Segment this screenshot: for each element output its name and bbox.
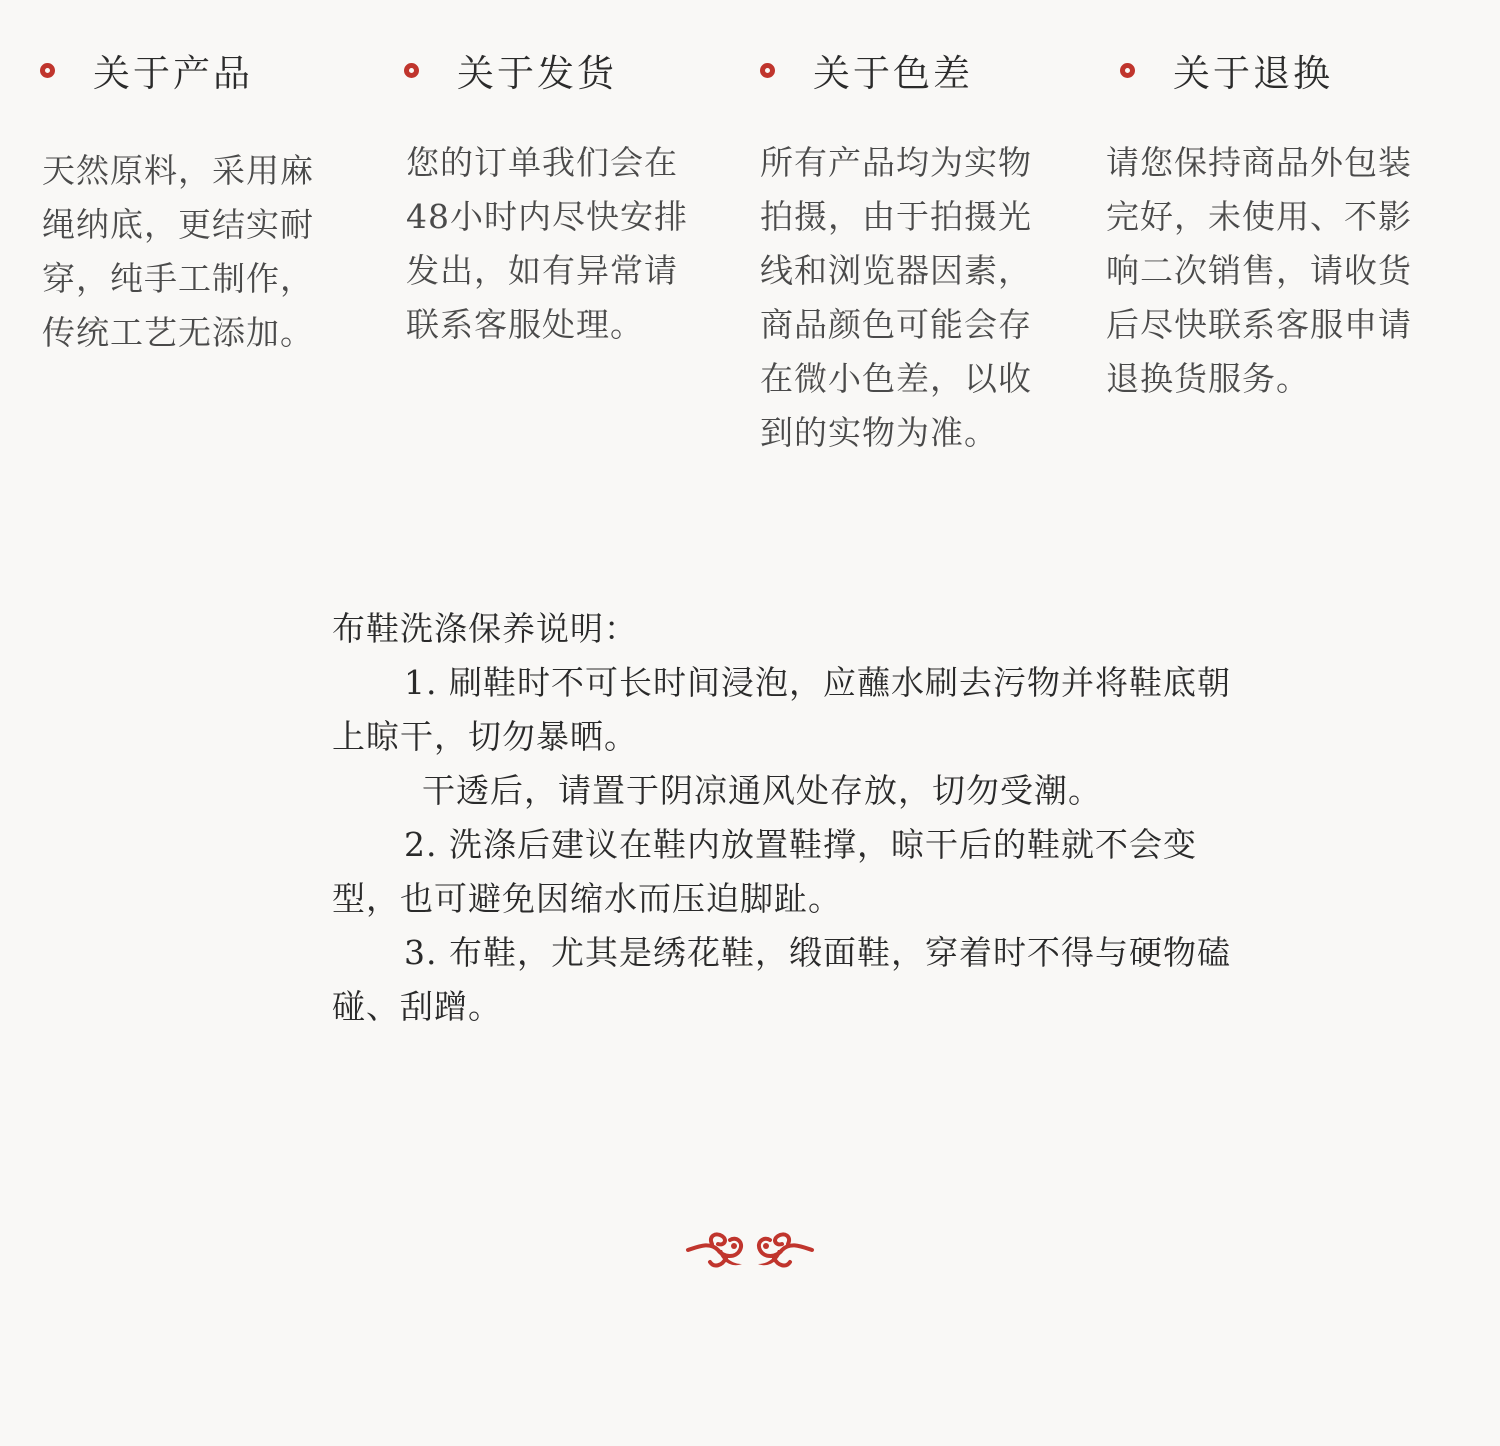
column-text: 所有产品均为实物拍摄，由于拍摄光线和浏览器因素，商品颜色可能会存在微小色差，以收到的实物为准。: [760, 143, 1032, 452]
column-text: 请您保持商品外包装完好，未使用、不影响二次销售，请收货后尽快联系客服申请退换货服务。: [1106, 143, 1412, 398]
care-heading: 布鞋洗涤保养说明：: [332, 609, 638, 648]
care-item-1-continued: 干透后，请置于阴凉通风处存放，切勿受潮。: [422, 771, 1102, 810]
info-column-color-difference: [760, 40, 1052, 460]
info-column-product: [40, 40, 334, 360]
ring-bullet-icon: [404, 63, 419, 78]
ring-bullet-icon: [40, 63, 55, 78]
info-column-shipping: [404, 40, 698, 352]
column-title: 关于发货: [457, 52, 617, 95]
care-item-1: 1. 刷鞋时不可长时间浸泡，应蘸水刷去污物并将鞋底朝上晾干，切勿暴晒。: [332, 663, 1231, 756]
column-text: 天然原料，采用麻绳纳底，更结实耐穿，纯手工制作，传统工艺无添加。: [42, 151, 314, 352]
care-item-3: 3. 布鞋，尤其是绣花鞋，缎面鞋，穿着时不得与硬物磕碰、刮蹭。: [332, 933, 1231, 1026]
column-title: 关于退换: [1173, 52, 1333, 95]
ring-bullet-icon: [1120, 63, 1135, 78]
column-header: [404, 40, 698, 100]
column-title: 关于色差: [813, 52, 973, 95]
column-header: [40, 40, 334, 100]
ring-bullet-icon: [760, 63, 775, 78]
info-column-returns: [1106, 40, 1436, 406]
cloud-ornament-divider-icon: [370, 1228, 1130, 1278]
care-item-2: 2. 洗涤后建议在鞋内放置鞋撑，晾干后的鞋就不会变型，也可避免因缩水而压迫脚趾。: [332, 825, 1197, 918]
column-header: [1120, 40, 1436, 100]
column-header: [760, 40, 1052, 100]
column-title: 关于产品: [93, 52, 253, 95]
care-instructions: [332, 602, 1254, 1034]
column-text: 您的订单我们会在48小时内尽快安排发出，如有异常请联系客服处理。: [406, 143, 688, 344]
